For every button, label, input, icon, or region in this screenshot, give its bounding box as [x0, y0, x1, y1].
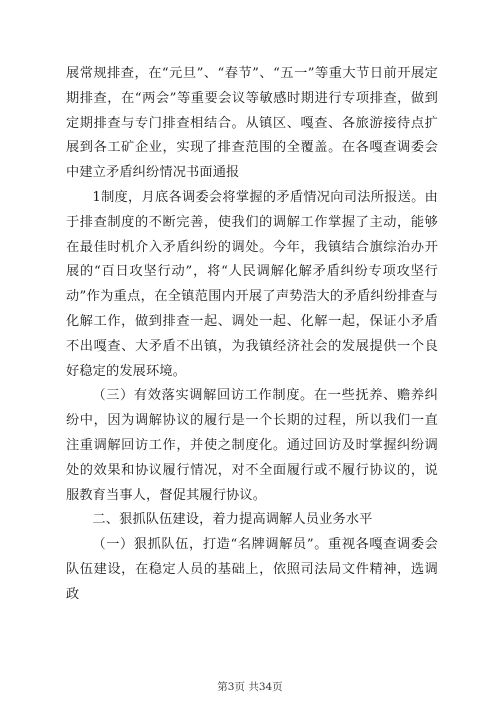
paragraph-continued-inspection: 展常规排查，在“元旦”、“春节”、“五一”等重大节日前开展定期排查，在“两会”等重要会议等敏感时期进行专项排查，做到定期排查与专门排查相结合。从镇区、嘎查、各旅游接待点扩展到各工矿企业，实现了排查范围的全覆盖。在各嘎查调委会中建立矛盾纠纷情况书面通报	[66, 66, 438, 181]
paragraph-report-system: 1制度，月底各调委会将掌握的矛盾情况向司法所报送。由于排查制度的不断完善，使我们的调解工作掌握了主动，能够在最佳时机介入矛盾纠纷的调处。今年，我镇结合旗综治办开展的“百日攻坚行动”，将“人民调解化解矛盾纠纷专项攻坚行动”作为重点，在全镇范围内开展了声势浩大的矛盾纠纷排查与化解工作，做到排查一起、调处一起、化解一起，保证小矛盾不出嘎查、大矛盾不出镇，为我镇经济社会的发展提供一个良好稳定的发展环境。	[66, 189, 438, 379]
page-number-footer: 第3页 共34页	[217, 681, 283, 693]
document-body	[66, 62, 438, 608]
paragraph-follow-up-visits: （三）有效落实调解回访工作制度。在一些抚养、赡养纠纷中，因为调解协议的履行是一个长期的过程，所以我们一直注重调解回访工作，并使之制度化。通过回访及时掌握纠纷调处的效果和协议履行情况，对不全面履行或不履行协议的，说服教育当事人，督促其履行协议。	[66, 388, 438, 503]
section-heading-team-building: 二、狠抓队伍建设，着力提高调解人员业务水平	[92, 512, 373, 528]
paragraph-brand-mediators: （一）狠抓队伍，打造“名牌调解员”。重视各嘎查调委会队伍建设，在稳定人员的基础上，依照司法局文件精神，选调政	[66, 537, 438, 602]
